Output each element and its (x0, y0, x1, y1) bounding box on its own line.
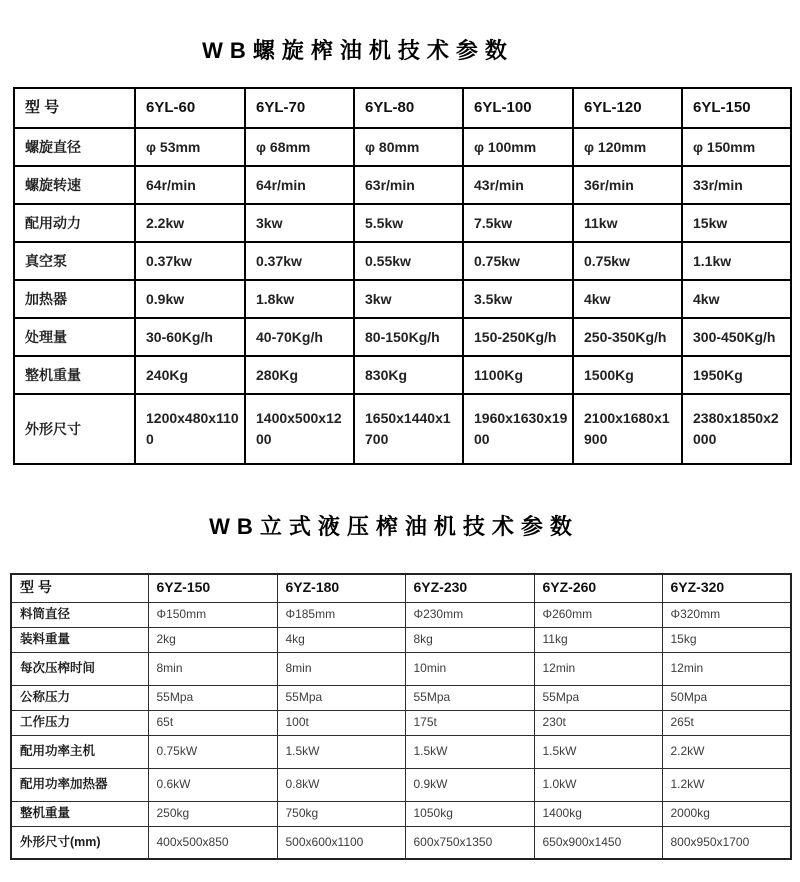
hydraulic-press-spec-table (10, 573, 792, 860)
spec-value-cell: 650x900x1450 (534, 826, 662, 859)
spec-row-label: 外形尺寸 (14, 394, 135, 464)
spec-row (14, 242, 791, 280)
spec-value-cell: 250-350Kg/h (573, 318, 682, 356)
spec-value-cell: 65t (148, 710, 277, 735)
spec-value-cell: 11kg (534, 627, 662, 652)
spec-row (14, 356, 791, 394)
spec-row-label: 加热器 (14, 280, 135, 318)
spec-value-cell: 2kg (148, 627, 277, 652)
spec-value-cell: 55Mpa (534, 685, 662, 710)
spec-row (11, 735, 791, 768)
spec-value-cell: φ 120mm (573, 128, 682, 166)
spec-row-label: 装料重量 (11, 627, 148, 652)
spec-value-cell: 1100Kg (463, 356, 573, 394)
spec-row-label: 配用功率加热器 (11, 768, 148, 801)
spec-value-cell: 30-60Kg/h (135, 318, 245, 356)
spec-value-cell: 3kw (245, 204, 354, 242)
spec-row (11, 801, 791, 826)
spec-row (11, 685, 791, 710)
spec-value-cell: 43r/min (463, 166, 573, 204)
table-header-row (11, 574, 791, 602)
spec-value-cell: 10min (405, 652, 534, 685)
screw-press-table-title: WB螺旋榨油机技术参数 (202, 38, 514, 63)
model-column-header: 6YZ-230 (405, 574, 534, 602)
spec-value-cell: 55Mpa (277, 685, 405, 710)
spec-value-cell: 2.2kw (135, 204, 245, 242)
spec-row-label: 螺旋转速 (14, 166, 135, 204)
spec-row-label: 公称压力 (11, 685, 148, 710)
spec-value-cell: 1500Kg (573, 356, 682, 394)
spec-value-cell: 1.2kW (662, 768, 791, 801)
spec-value-cell: 300-450Kg/h (682, 318, 791, 356)
spec-value-cell: 50Mpa (662, 685, 791, 710)
spec-value-cell: Φ230mm (405, 602, 534, 627)
table-header-row (14, 88, 791, 128)
spec-value-cell: φ 53mm (135, 128, 245, 166)
spec-value-cell: 8min (148, 652, 277, 685)
spec-value-cell: 0.37kw (135, 242, 245, 280)
spec-row (11, 627, 791, 652)
spec-row (14, 166, 791, 204)
spec-row-label: 工作压力 (11, 710, 148, 735)
spec-value-cell: 1960x1630x1900 (463, 394, 573, 464)
spec-value-cell: 2380x1850x2000 (682, 394, 791, 464)
spec-value-cell: 80-150Kg/h (354, 318, 463, 356)
spec-value-cell: 240Kg (135, 356, 245, 394)
spec-value-cell: 1.0kW (534, 768, 662, 801)
model-row-label-header: 型 号 (11, 574, 148, 602)
spec-value-cell: 150-250Kg/h (463, 318, 573, 356)
spec-value-cell: 2100x1680x1900 (573, 394, 682, 464)
screw-press-spec-table (13, 87, 792, 465)
spec-value-cell: 55Mpa (148, 685, 277, 710)
spec-value-cell: 4kg (277, 627, 405, 652)
spec-value-cell: 1200x480x1100 (135, 394, 245, 464)
spec-value-cell: 64r/min (135, 166, 245, 204)
spec-value-cell: 1400x500x1200 (245, 394, 354, 464)
spec-value-cell: φ 150mm (682, 128, 791, 166)
spec-value-cell: 7.5kw (463, 204, 573, 242)
model-column-header: 6YZ-150 (148, 574, 277, 602)
spec-value-cell: 1.8kw (245, 280, 354, 318)
model-row-label-header: 型 号 (14, 88, 135, 128)
spec-value-cell: 175t (405, 710, 534, 735)
spec-value-cell: φ 68mm (245, 128, 354, 166)
spec-row (14, 204, 791, 242)
spec-value-cell: 0.8kW (277, 768, 405, 801)
spec-value-cell: 15kw (682, 204, 791, 242)
spec-value-cell: 250kg (148, 801, 277, 826)
spec-row (11, 768, 791, 801)
model-column-header: 6YL-60 (135, 88, 245, 128)
spec-value-cell: 1.5kW (405, 735, 534, 768)
spec-value-cell: 33r/min (682, 166, 791, 204)
spec-value-cell: 1.5kW (277, 735, 405, 768)
spec-value-cell: 2000kg (662, 801, 791, 826)
spec-value-cell: 11kw (573, 204, 682, 242)
spec-row-label: 整机重量 (14, 356, 135, 394)
spec-value-cell: 1.1kw (682, 242, 791, 280)
spec-row-label: 螺旋直径 (14, 128, 135, 166)
hydraulic-press-table-title: WB立式液压榨油机技术参数 (209, 514, 579, 539)
spec-value-cell: 600x750x1350 (405, 826, 534, 859)
spec-value-cell: 63r/min (354, 166, 463, 204)
spec-value-cell: 0.75kw (463, 242, 573, 280)
spec-value-cell: 0.6kW (148, 768, 277, 801)
spec-value-cell: 500x600x1100 (277, 826, 405, 859)
spec-value-cell: 1400kg (534, 801, 662, 826)
spec-value-cell: 12min (662, 652, 791, 685)
spec-value-cell: 100t (277, 710, 405, 735)
spec-value-cell: 64r/min (245, 166, 354, 204)
spec-value-cell: 800x950x1700 (662, 826, 791, 859)
spec-value-cell: 1050kg (405, 801, 534, 826)
spec-value-cell: Φ320mm (662, 602, 791, 627)
spec-value-cell: 230t (534, 710, 662, 735)
spec-row (14, 280, 791, 318)
spec-row (14, 128, 791, 166)
spec-value-cell: 830Kg (354, 356, 463, 394)
model-column-header: 6YZ-320 (662, 574, 791, 602)
spec-value-cell: 3.5kw (463, 280, 573, 318)
spec-value-cell: 8min (277, 652, 405, 685)
spec-value-cell: φ 100mm (463, 128, 573, 166)
spec-row (11, 602, 791, 627)
spec-row-label: 配用功率主机 (11, 735, 148, 768)
spec-value-cell: 750kg (277, 801, 405, 826)
spec-value-cell: 40-70Kg/h (245, 318, 354, 356)
spec-value-cell: 36r/min (573, 166, 682, 204)
spec-value-cell: 400x500x850 (148, 826, 277, 859)
spec-value-cell: 0.9kW (405, 768, 534, 801)
spec-value-cell: Φ260mm (534, 602, 662, 627)
spec-row-label: 处理量 (14, 318, 135, 356)
model-column-header: 6YZ-180 (277, 574, 405, 602)
spec-value-cell: 3kw (354, 280, 463, 318)
spec-value-cell: 2.2kW (662, 735, 791, 768)
spec-row (14, 318, 791, 356)
spec-value-cell: 0.75kW (148, 735, 277, 768)
spec-value-cell: 12min (534, 652, 662, 685)
spec-value-cell: 1650x1440x1700 (354, 394, 463, 464)
spec-value-cell: Φ150mm (148, 602, 277, 627)
spec-value-cell: 0.9kw (135, 280, 245, 318)
spec-row-label: 外形尺寸(mm) (11, 826, 148, 859)
spec-row-label: 真空泵 (14, 242, 135, 280)
spec-row-label: 整机重量 (11, 801, 148, 826)
model-column-header: 6YL-150 (682, 88, 791, 128)
spec-value-cell: 1.5kW (534, 735, 662, 768)
spec-value-cell: 280Kg (245, 356, 354, 394)
model-column-header: 6YL-80 (354, 88, 463, 128)
spec-value-cell: 0.37kw (245, 242, 354, 280)
model-column-header: 6YZ-260 (534, 574, 662, 602)
spec-value-cell: 0.55kw (354, 242, 463, 280)
spec-row (14, 394, 791, 464)
spec-row-label: 每次压榨时间 (11, 652, 148, 685)
spec-value-cell: Φ185mm (277, 602, 405, 627)
spec-value-cell: 4kw (573, 280, 682, 318)
spec-value-cell: 4kw (682, 280, 791, 318)
spec-value-cell: φ 80mm (354, 128, 463, 166)
spec-row (11, 652, 791, 685)
spec-row (11, 826, 791, 859)
spec-row (11, 710, 791, 735)
spec-value-cell: 5.5kw (354, 204, 463, 242)
spec-row-label: 料筒直径 (11, 602, 148, 627)
spec-value-cell: 0.75kw (573, 242, 682, 280)
spec-value-cell: 265t (662, 710, 791, 735)
spec-value-cell: 8kg (405, 627, 534, 652)
spec-value-cell: 1950Kg (682, 356, 791, 394)
spec-value-cell: 15kg (662, 627, 791, 652)
spec-value-cell: 55Mpa (405, 685, 534, 710)
model-column-header: 6YL-120 (573, 88, 682, 128)
model-column-header: 6YL-100 (463, 88, 573, 128)
spec-row-label: 配用动力 (14, 204, 135, 242)
model-column-header: 6YL-70 (245, 88, 354, 128)
